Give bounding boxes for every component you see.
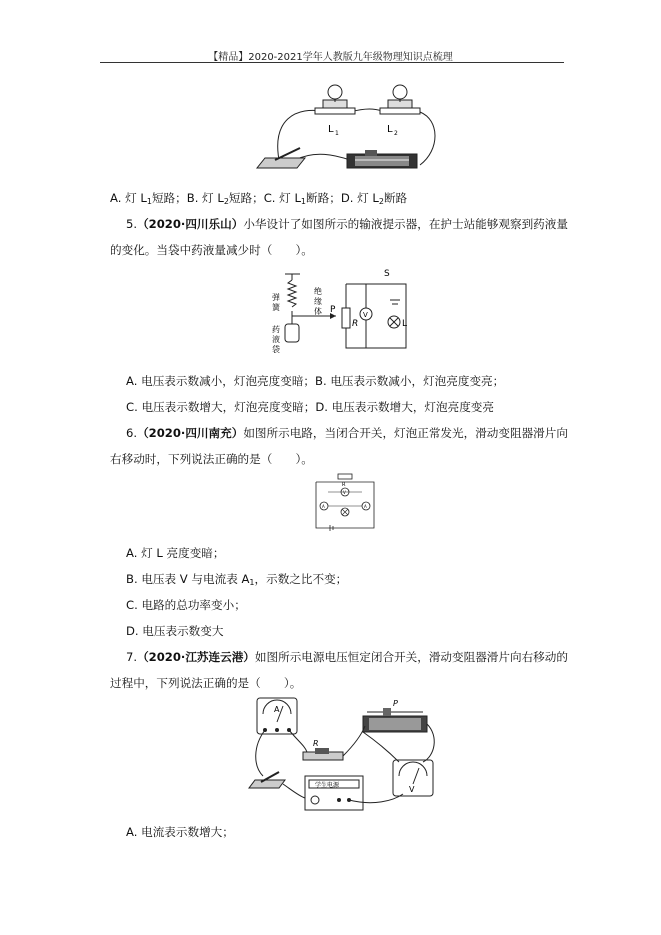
svg-text:学生电源: 学生电源	[315, 782, 340, 789]
svg-text:A: A	[274, 705, 280, 714]
svg-text:2: 2	[394, 130, 398, 137]
svg-text:绝: 绝	[314, 287, 322, 296]
q5-stem-line2: 的变化。当袋中药液量减少时（ ）。	[110, 243, 313, 257]
figure-lab-circuit	[243, 696, 443, 814]
svg-text:P: P	[393, 699, 398, 708]
figure-infusion-circuit	[270, 266, 420, 358]
q6-stem-line1: 6.（2020·四川南充）如图所示电路，当闭合开关，灯泡正常发光，滑动变阻器滑片向	[126, 426, 568, 440]
q6-option-a: A. 灯 L 亮度变暗；	[126, 546, 225, 560]
q7-stem-line2: 过程中，下列说法正确的是（ ）。	[110, 676, 302, 690]
label-l2: L	[387, 124, 393, 135]
svg-text:A: A	[364, 504, 367, 509]
svg-text:S: S	[384, 269, 390, 279]
q6-option-b: B. 电压表 V 与电流表 $A_1$，示数之比不变；	[126, 572, 348, 587]
header-rule	[100, 62, 564, 63]
svg-text:簧: 簧	[272, 303, 280, 312]
q5-options-line2: C. 电压表示数增大，灯泡亮度变暗；D. 电压表示数增大，灯泡亮度变亮	[126, 400, 494, 414]
svg-text:R: R	[342, 482, 346, 488]
svg-text:L: L	[402, 319, 408, 329]
svg-text:R: R	[352, 319, 359, 329]
svg-text:A: A	[322, 504, 325, 509]
q5-stem-line1: 5.（2020·四川乐山）小华设计了如图所示的输液提示器，在护士站能够观察到药液量	[126, 217, 568, 231]
svg-text:R: R	[313, 739, 319, 748]
q6-stem-line2: 右移动时，下列说法正确的是（ ）。	[110, 452, 313, 466]
svg-text:袋: 袋	[272, 345, 280, 354]
page-header: 【精品】2020-2021学年人教版九年级物理知识点梳理	[208, 52, 453, 63]
svg-text:体: 体	[314, 307, 322, 316]
q5-options-line1: A. 电压表示数减小，灯泡亮度变暗；B. 电压表示数减小，灯泡亮度变亮；	[126, 374, 505, 388]
svg-text:弹: 弹	[272, 293, 280, 302]
svg-text:液: 液	[272, 335, 280, 344]
label-l1: L	[328, 124, 334, 135]
svg-text:P: P	[330, 305, 336, 315]
figure-parallel-circuit	[310, 472, 380, 534]
svg-text:V: V	[363, 311, 368, 319]
q6-option-d: D. 电压表示数变大	[126, 624, 224, 638]
svg-text:药: 药	[272, 325, 280, 334]
svg-text:1: 1	[335, 130, 339, 137]
q7-option-a: A. 电流表示数增大；	[126, 825, 234, 839]
q7-stem-line1: 7.（2020·江苏连云港）如图所示电源电压恒定闭合开关，滑动变阻器滑片向右移动的	[126, 650, 568, 664]
q4-options: A. 灯 $L_1$短路；B. 灯 $L_2$短路；C. 灯 $L_1$断路；D. 灯 $L_2$断路	[110, 191, 408, 206]
figure-bulbs-circuit	[255, 80, 445, 178]
svg-text:V: V	[343, 490, 346, 495]
svg-text:缘: 缘	[314, 297, 322, 306]
q6-option-c: C. 电路的总功率变小；	[126, 598, 246, 612]
svg-text:V: V	[409, 785, 415, 794]
